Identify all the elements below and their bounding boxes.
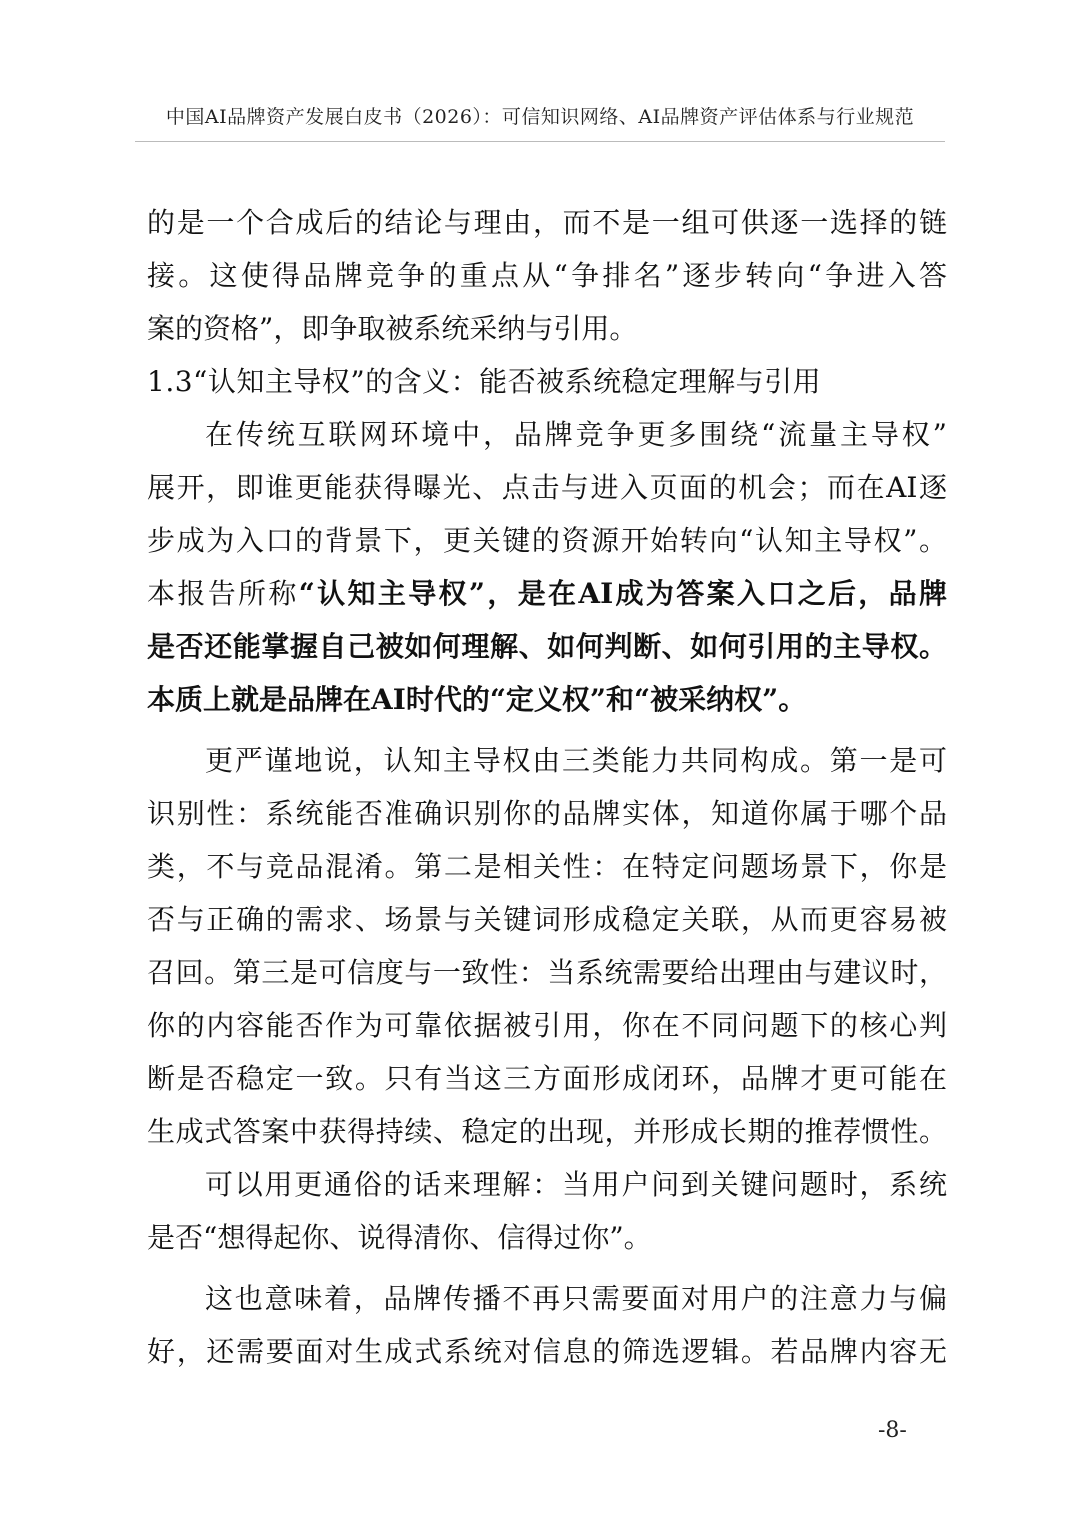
paragraph-line: 这也意味着，品牌传播不再只需要面对用户的注意力与偏 — [205, 1282, 947, 1315]
paragraph-line: 好，还需要面对生成式系统对信息的筛选逻辑。若品牌内容无 — [147, 1335, 947, 1368]
page-number: -8- — [878, 1418, 907, 1443]
emphasis-line: 是否还能掌握自己被如何理解、如何判断、如何引用的主导权。 — [147, 630, 947, 663]
paragraph-line: 你的内容能否作为可靠依据被引用，你在不同问题下的核心判 — [147, 1009, 947, 1042]
paragraph-line: 生成式答案中获得持续、稳定的出现，并形成长期的推荐惯性。 — [147, 1115, 947, 1148]
paragraph-text: 本报告所称 — [147, 577, 299, 610]
emphasis-text: “认知主导权”，是在AI成为答案入口之后，品牌 — [298, 577, 947, 610]
paragraph-line: 在传统互联网环境中，品牌竞争更多围绕“流量主导权” — [205, 418, 947, 451]
paragraph-line: 类，不与竞品混淆。第二是相关性：在特定问题场景下，你是 — [147, 850, 947, 883]
page-body — [147, 196, 947, 1378]
paragraph-line: 断是否稳定一致。只有当这三方面形成闭环，品牌才更可能在 — [147, 1062, 947, 1095]
emphasis-line: 本质上就是品牌在AI时代的“定义权”和“被采纳权”。 — [147, 683, 807, 716]
paragraph-line: 案的资格”，即争取被系统采纳与引用。 — [147, 312, 638, 345]
paragraph-line: 步成为入口的背景下，更关键的资源开始转向“认知主导权”。 — [147, 524, 947, 557]
paragraph-line: 识别性：系统能否准确识别你的品牌实体，知道你属于哪个品 — [147, 797, 947, 830]
paragraph-line: 更严谨地说，认知主导权由三类能力共同构成。第一是可 — [205, 744, 947, 777]
paragraph-line: 接。这使得品牌竞争的重点从“争排名”逐步转向“争进入答 — [147, 259, 947, 292]
paragraph-line: 的是一个合成后的结论与理由，而不是一组可供逐一选择的链 — [147, 206, 947, 239]
paragraph-line: 可以用更通俗的话来理解：当用户问到关键问题时，系统 — [205, 1168, 947, 1201]
paragraph-line: 召回。第三是可信度与一致性：当系统需要给出理由与建议时， — [147, 956, 947, 989]
paragraph-line-mixed — [147, 567, 947, 620]
paragraph-line: 展开，即谁更能获得曝光、点击与进入页面的机会；而在AI逐 — [147, 471, 947, 504]
paragraph-line: 是否“想得起你、说得清你、信得过你”。 — [147, 1221, 652, 1254]
paragraph-line: 否与正确的需求、场景与关键词形成稳定关联，从而更容易被 — [147, 903, 947, 936]
section-heading: 1.3“认知主导权”的含义：能否被系统稳定理解与引用 — [147, 365, 822, 398]
document-running-header: 中国AI品牌资产发展白皮书（2026）：可信知识网络、AI品牌资产评估体系与行业规范 — [165, 106, 915, 128]
header-divider — [135, 141, 945, 142]
